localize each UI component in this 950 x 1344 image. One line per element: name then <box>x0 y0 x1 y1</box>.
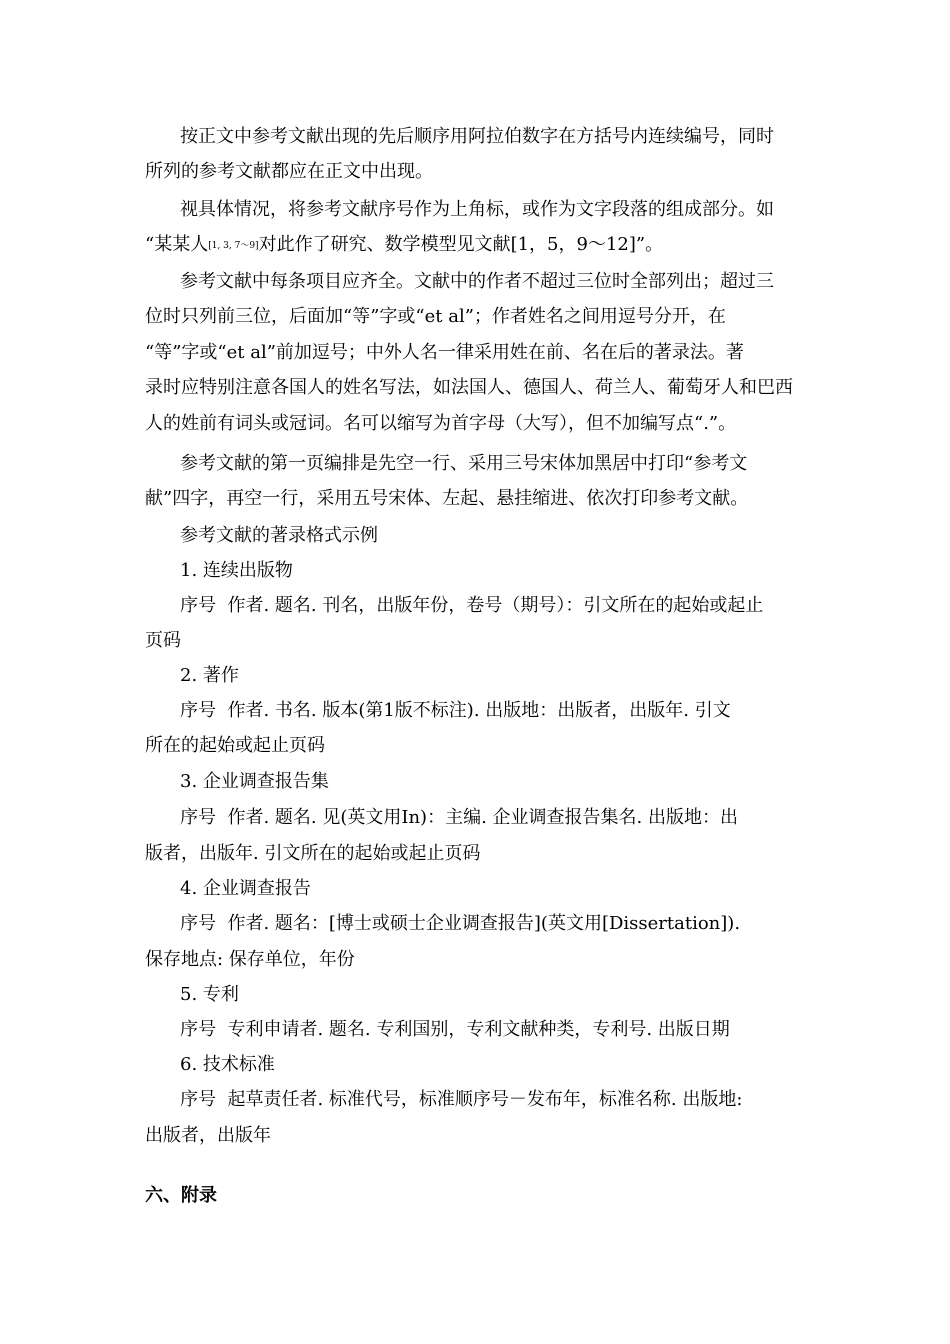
text-segment: “某某人 <box>145 234 209 255</box>
example-line: 页码 <box>145 630 181 651</box>
example-title: 6. 技术标准 <box>180 1054 275 1075</box>
example-line: 所在的起始或起止页码 <box>145 735 325 756</box>
examples-title: 参考文献的著录格式示例 <box>180 525 378 546</box>
example-line: 序号 作者. 题名. 刊名，出版年份，卷号（期号）：引文所在的起始或起止 <box>180 595 764 616</box>
paragraph-line: 参考文献中每条项目应齐全。文献中的作者不超过三位时全部列出；超过三 <box>180 271 774 292</box>
example-line: 出版者，出版年 <box>145 1125 271 1146</box>
example-title: 3. 企业调查报告集 <box>180 771 329 792</box>
example-line: 序号 起草责任者. 标准代号，标准顺序号－发布年，标准名称. 出版地: <box>180 1089 743 1110</box>
example-line: 序号 专利申请者. 题名. 专利国别，专利文献种类，专利号. 出版日期 <box>180 1019 730 1040</box>
section-heading: 六、附录 <box>145 1185 217 1206</box>
example-line: 保存地点: 保存单位，年份 <box>145 949 355 970</box>
paragraph-line: 位时只列前三位，后面加“等”字或“et al”；作者姓名之间用逗号分开，在 <box>145 306 726 327</box>
example-title: 1. 连续出版物 <box>180 560 293 581</box>
text-segment: 对此作了研究、数学模型见文献[1，5，9～12]”。 <box>258 234 664 255</box>
paragraph-line: 录时应特别注意各国人的姓名写法，如法国人、德国人、荷兰人、葡萄牙人和巴西 <box>145 377 793 398</box>
example-title: 4. 企业调查报告 <box>180 878 311 899</box>
example-title: 2. 著作 <box>180 665 239 686</box>
example-title: 5. 专利 <box>180 984 239 1005</box>
paragraph-line: 所列的参考文献都应在正文中出现。 <box>145 161 433 182</box>
example-line: 版者，出版年. 引文所在的起始或起止页码 <box>145 843 481 864</box>
example-line: 序号 作者. 题名. 见(英文用In)：主编. 企业调查报告集名. 出版地：出 <box>180 807 738 828</box>
citation-superscript: [1, 3, 7～9] <box>208 241 259 251</box>
example-line: 序号 作者. 题名：[博士或硕士企业调查报告](英文用[Dissertation]). <box>180 913 741 934</box>
paragraph-line <box>145 233 663 257</box>
paragraph-line: 按正文中参考文献出现的先后顺序用阿拉伯数字在方括号内连续编号，同时 <box>180 126 774 147</box>
paragraph-line: “等”字或“et al”前加逗号；中外人名一律采用姓在前、名在后的著录法。著 <box>145 342 744 363</box>
paragraph-line: 参考文献的第一页编排是先空一行、采用三号宋体加黑居中打印“参考文 <box>180 453 748 474</box>
paragraph-line: 视具体情况，将参考文献序号作为上角标，或作为文字段落的组成部分。如 <box>180 199 774 220</box>
paragraph-line: 人的姓前有词头或冠词。名可以缩写为首字母（大写），但不加编写点“.”。 <box>145 413 737 434</box>
paragraph-line: 献”四字，再空一行，采用五号宋体、左起、悬挂缩进、依次打印参考文献。 <box>145 488 749 509</box>
example-line: 序号 作者. 书名. 版本(第1版不标注). 出版地：出版者，出版年. 引文 <box>180 700 731 721</box>
